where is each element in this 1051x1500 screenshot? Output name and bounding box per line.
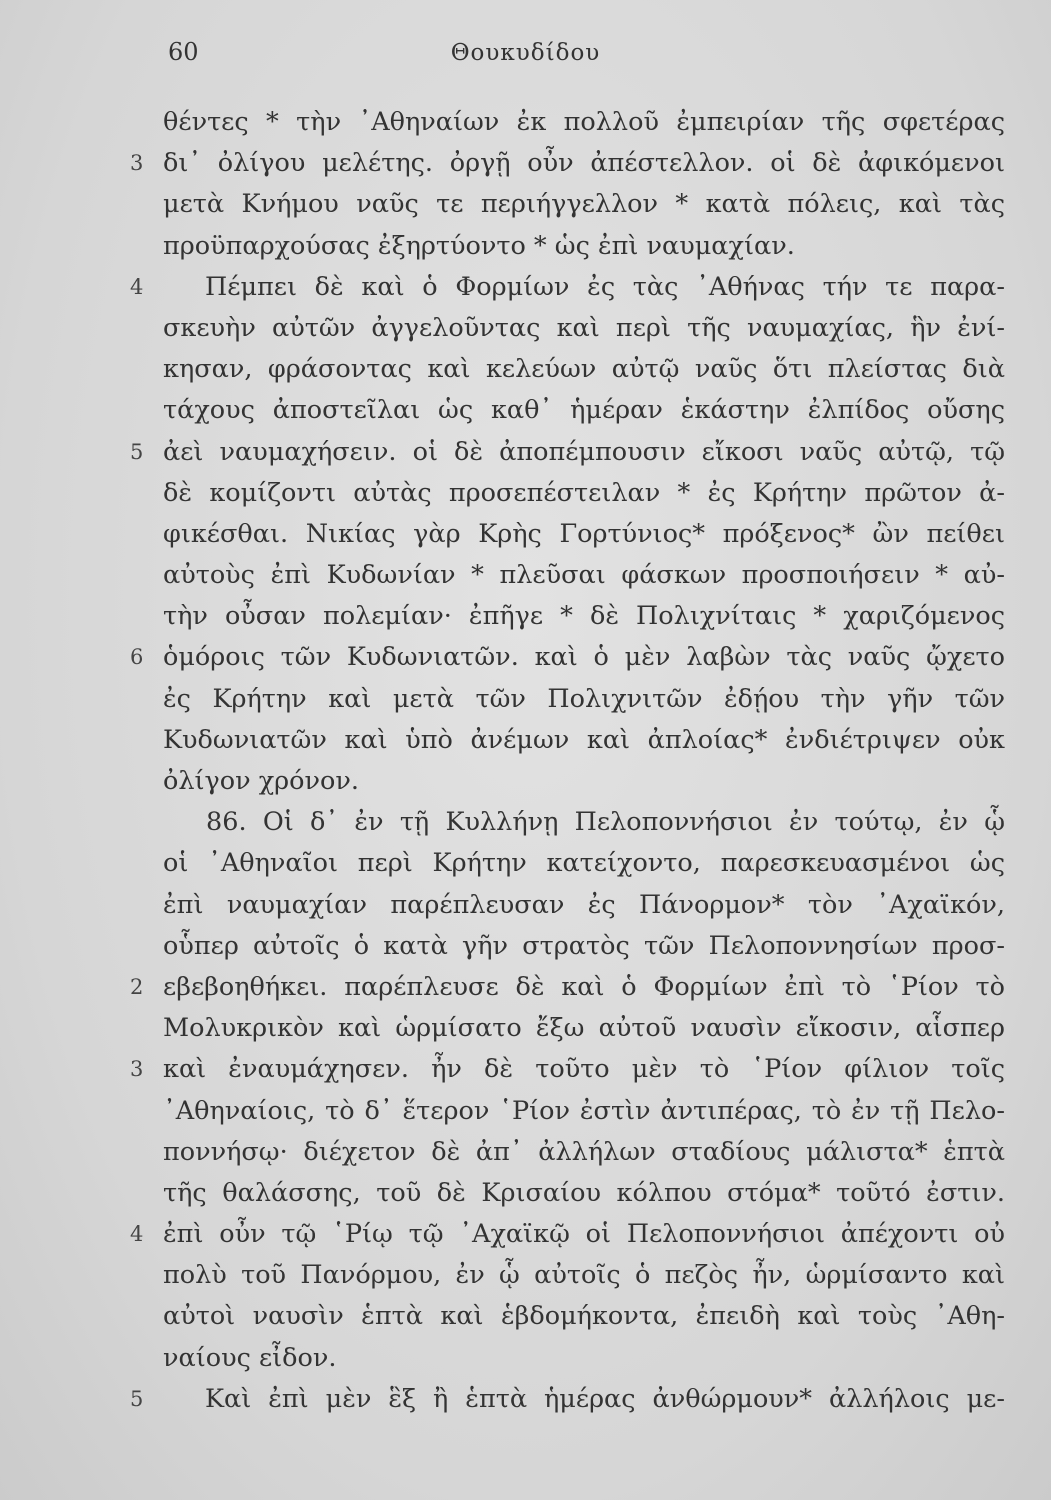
body-text	[0, 102, 1051, 1420]
text-line	[0, 102, 1051, 143]
line-marker: 3	[130, 151, 144, 176]
line-text: δι᾿ ὀλίγου μελέτης. ὀργῇ οὖν ἀπέστελλον. οἱ δὲ ἀφικόμενοι	[163, 148, 1005, 179]
text-line	[0, 885, 1051, 926]
text-line	[0, 761, 1051, 802]
text-line	[0, 720, 1051, 761]
text-line	[0, 1049, 1051, 1090]
line-text: αὐτοὺς ἐπὶ Κυδωνίαν * πλεῦσαι φάσκων προσποιήσειν * αὐ-	[163, 560, 1005, 591]
line-text: εβεβοηθήκει. παρέπλευσε δὲ καὶ ὁ Φορμίων ἐπὶ τὸ ῾Ρίον τὸ	[163, 971, 1005, 1002]
text-line	[0, 1091, 1051, 1132]
text-line	[0, 596, 1051, 637]
text-line	[0, 802, 1051, 843]
line-text: σκευὴν αὐτῶν ἀγγελοῦντας καὶ περὶ τῆς ναυμαχίας, ἣν ἐνί-	[163, 312, 1005, 343]
line-text: προϋπαρχούσας ἐξηρτύοντο * ὡς ἐπὶ ναυμαχίαν.	[163, 230, 795, 261]
line-text: Πέμπει δὲ καὶ ὁ Φορμίων ἐς τὰς ᾿Αθήνας τήν τε παρα-	[205, 271, 1005, 302]
line-text: ἀεὶ ναυμαχήσειν. οἱ δὲ ἀποπέμπουσιν εἴκοσι ναῦς αὐτῷ, τῷ	[163, 436, 1005, 467]
line-text: μετὰ Κνήμου ναῦς τε περιήγγελλον * κατὰ πόλεις, καὶ τὰς	[163, 189, 1005, 220]
line-text: Κυδωνιατῶν καὶ ὑπὸ ἀνέμων καὶ ἀπλοίας* ἐνδιέτριψεν οὐκ	[163, 724, 1005, 755]
text-line	[0, 143, 1051, 184]
line-marker: 5	[130, 439, 144, 464]
text-line	[0, 1132, 1051, 1173]
text-line	[0, 432, 1051, 473]
line-marker: 4	[130, 1222, 144, 1247]
text-line	[0, 1173, 1051, 1214]
text-line	[0, 555, 1051, 596]
text-line	[0, 349, 1051, 390]
line-text: οὗπερ αὐτοῖς ὁ κατὰ γῆν στρατὸς τῶν Πελοποννησίων προσ-	[163, 930, 1005, 961]
text-line	[0, 1338, 1051, 1379]
line-marker: 5	[130, 1386, 144, 1411]
text-line	[0, 1296, 1051, 1337]
text-line	[0, 184, 1051, 225]
page-number: 60	[168, 38, 199, 66]
line-text: ὀλίγον χρόνον.	[163, 766, 359, 796]
text-line	[0, 1008, 1051, 1049]
line-text: 86. Οἱ δ᾿ ἐν τῇ Κυλλήνῃ Πελοποννήσιοι ἐν τούτῳ, ἐν ᾧ	[206, 807, 1005, 838]
page-header	[0, 38, 1051, 72]
text-line	[0, 926, 1051, 967]
line-text: θέντες * τὴν ᾿Αθηναίων ἐκ πολλοῦ ἐμπειρίαν τῆς σφετέρας	[163, 107, 1005, 137]
line-text: καὶ ἐναυμάχησεν. ἦν δὲ τοῦτο μὲν τὸ ῾Ρίον φίλιον τοῖς	[163, 1054, 1005, 1085]
line-text: τὴν οὖσαν πολεμίαν· ἐπῆγε * δὲ Πολιχνίταις * χαριζόμενος	[163, 601, 1005, 632]
text-line	[0, 473, 1051, 514]
line-text: ᾿Αθηναίοις, τὸ δ᾿ ἕτερον ῾Ρίον ἐστὶν ἀντιπέρας, τὸ ἐν τῇ Πελο-	[163, 1095, 1005, 1126]
line-text: ποννήσῳ· διέχετον δὲ ἀπ᾿ ἀλλήλων σταδίους μάλιστα* ἑπτὰ	[163, 1136, 1005, 1167]
line-text: ἐς Κρήτην καὶ μετὰ τῶν Πολιχνιτῶν ἐδῄου τὴν γῆν τῶν	[163, 683, 1005, 714]
line-text: κησαν, φράσοντας καὶ κελεύων αὐτῷ ναῦς ὅτι πλείστας διὰ	[163, 354, 1005, 385]
line-text: τῆς θαλάσσης, τοῦ δὲ Κρισαίου κόλπου στόμα* τοῦτό ἐστιν.	[163, 1177, 1005, 1208]
line-marker: 6	[130, 645, 144, 670]
text-line	[0, 390, 1051, 431]
line-marker: 4	[130, 274, 144, 299]
line-text: Καὶ ἐπὶ μὲν ἓξ ἢ ἑπτὰ ἡμέρας ἀνθώρμουν* ἀλλήλοις με-	[205, 1383, 1005, 1414]
line-text: Μολυκρικὸν καὶ ὡρμίσατο ἔξω αὐτοῦ ναυσὶν εἴκοσιν, αἷσπερ	[163, 1013, 1005, 1044]
line-text: τάχους ἀποστεῖλαι ὡς καθ᾿ ἡμέραν ἑκάστην ἐλπίδος οὔσης	[163, 395, 1005, 426]
line-text: δὲ κομίζοντι αὐτὰς προσεπέστειλαν * ἐς Κρήτην πρῶτον ἀ-	[163, 477, 1005, 508]
line-marker: 2	[130, 974, 144, 999]
text-line	[0, 1255, 1051, 1296]
line-text: αὐτοὶ ναυσὶν ἑπτὰ καὶ ἑβδομήκοντα, ἐπειδὴ καὶ τοὺς ᾿Αθη-	[163, 1301, 1005, 1332]
text-line	[0, 843, 1051, 884]
line-text: φικέσθαι. Νικίας γὰρ Κρὴς Γορτύνιος* πρόξενος* ὢν πείθει	[163, 518, 1005, 549]
text-line	[0, 308, 1051, 349]
text-line	[0, 637, 1051, 678]
text-line	[0, 267, 1051, 308]
text-line	[0, 514, 1051, 555]
line-text: ὁμόροις τῶν Κυδωνιατῶν. καὶ ὁ μὲν λαβὼν τὰς ναῦς ᾤχετο	[163, 642, 1005, 673]
line-text: ἐπὶ ναυμαχίαν παρέπλευσαν ἐς Πάνορμον* τὸν ᾿Αχαϊκόν,	[163, 889, 1005, 920]
line-text: ἐπὶ οὖν τῷ ῾Ρίῳ τῷ ᾿Αχαϊκῷ οἱ Πελοποννήσιοι ἀπέχοντι οὐ	[163, 1219, 1005, 1250]
text-line	[0, 967, 1051, 1008]
running-title: Θουκυδίδου	[450, 40, 601, 66]
text-line	[0, 226, 1051, 267]
line-text: πολὺ τοῦ Πανόρμου, ἐν ᾧ αὐτοῖς ὁ πεζὸς ἦν, ὡρμίσαντο καὶ	[163, 1260, 1005, 1291]
line-text: ναίους εἶδον.	[163, 1342, 337, 1373]
text-line	[0, 1214, 1051, 1255]
text-line	[0, 679, 1051, 720]
text-line	[0, 1379, 1051, 1420]
line-text: οἱ ᾿Αθηναῖοι περὶ Κρήτην κατείχοντο, παρεσκευασμένοι ὡς	[163, 848, 1005, 879]
line-marker: 3	[130, 1057, 144, 1082]
